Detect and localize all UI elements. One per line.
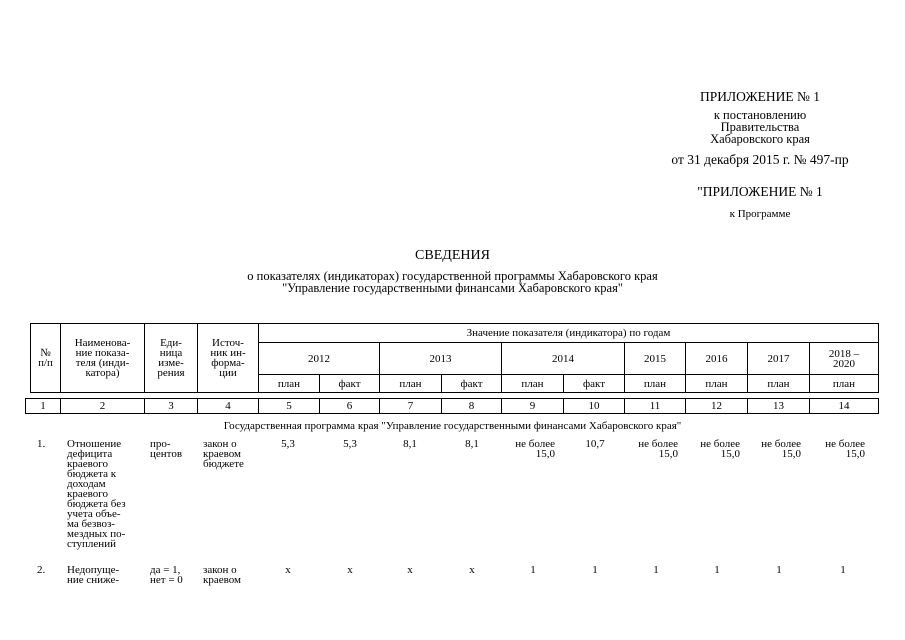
- year-2017: 2017: [748, 343, 810, 375]
- value-2012-fact: x: [347, 564, 353, 576]
- year-2014: 2014: [502, 343, 625, 375]
- col-number: 4: [198, 399, 259, 414]
- col-number: 13: [748, 399, 810, 414]
- government: Правительства: [720, 120, 800, 134]
- doc-title: СВЕДЕНИЯ: [415, 248, 490, 263]
- indicator-name: Недопуще- ние сниже-: [67, 564, 120, 586]
- row-number: 1.: [37, 438, 46, 450]
- value-2018-2020: не более 15,0: [825, 438, 865, 460]
- appendix-title-2: "ПРИЛОЖЕНИЕ № 1: [697, 184, 823, 199]
- column-numbers-row: [25, 398, 879, 414]
- value-2013-plan: x: [407, 564, 413, 576]
- plan-label: план: [502, 375, 564, 393]
- value-2017: 1: [776, 564, 782, 576]
- col-number: 5: [259, 399, 320, 414]
- region: Хабаровского края: [710, 132, 810, 146]
- col-number: 6: [320, 399, 380, 414]
- indicator-name: Отношение дефицита краевого бюджета к доходам краевого бюджета без учета объе- ма безвоз- мездных по- ступлений: [67, 438, 126, 550]
- value-2013-fact: 8,1: [465, 438, 479, 450]
- value-2014-plan: не более 15,0: [515, 438, 555, 460]
- value-2016: не более 15,0: [700, 438, 740, 460]
- value-2015: 1: [653, 564, 659, 576]
- value-2014-fact: 10,7: [585, 438, 605, 450]
- value-2012-plan: 5,3: [281, 438, 295, 450]
- col-number: 9: [502, 399, 564, 414]
- to-resolution: к постановлению: [713, 108, 807, 122]
- value-2014-plan: 1: [530, 564, 536, 576]
- plan-label: план: [810, 375, 879, 393]
- appendix-title: ПРИЛОЖЕНИЕ № 1: [699, 89, 821, 104]
- indicator-unit: про- центов: [150, 438, 183, 460]
- year-2013: 2013: [380, 343, 502, 375]
- indicator-unit: да = 1, нет = 0: [150, 564, 183, 586]
- doc-subtitle-2: "Управление государственными финансами Хабаровского края": [282, 281, 623, 295]
- plan-label: план: [259, 375, 320, 393]
- value-2017: не более 15,0: [761, 438, 801, 460]
- fact-label: факт: [320, 375, 380, 393]
- doc-subtitle-1: о показателях (индикаторах) государственной программы Хабаровского края: [247, 269, 658, 283]
- year-2012: 2012: [259, 343, 380, 375]
- plan-label: план: [380, 375, 442, 393]
- col-unit-header: Еди- ница изме- рения: [145, 324, 198, 393]
- indicator-source: закон о краевом бюджете: [203, 438, 244, 470]
- year-2016: 2016: [686, 343, 748, 375]
- value-2012-plan: x: [285, 564, 291, 576]
- plan-label: план: [748, 375, 810, 393]
- value-2013-plan: 8,1: [403, 438, 417, 450]
- fact-label: факт: [442, 375, 502, 393]
- col-number: 7: [380, 399, 442, 414]
- value-2012-fact: 5,3: [343, 438, 357, 450]
- values-header: Значение показателя (индикатора) по годам: [259, 324, 879, 343]
- col-number: 3: [145, 399, 198, 414]
- col-number: 11: [625, 399, 686, 414]
- value-2016: 1: [714, 564, 720, 576]
- plan-label: план: [686, 375, 748, 393]
- col-no-header: № п/п: [31, 324, 61, 393]
- row-number: 2.: [37, 564, 46, 576]
- col-number: 1: [26, 399, 61, 414]
- col-number: 2: [61, 399, 145, 414]
- col-number: 12: [686, 399, 748, 414]
- col-number: 10: [564, 399, 625, 414]
- to-program: к Программе: [729, 208, 791, 220]
- col-number: 8: [442, 399, 502, 414]
- section-title: Государственная программа края "Управление государственными финансами Хабаровского края": [223, 420, 682, 432]
- indicators-header-table: [30, 323, 879, 393]
- value-2018-2020: 1: [840, 564, 846, 576]
- plan-label: план: [625, 375, 686, 393]
- date-line: от 31 декабря 2015 г. № 497-пр: [671, 152, 849, 167]
- col-number: 14: [810, 399, 879, 414]
- year-2018-2020: 2018 – 2020: [810, 343, 879, 375]
- fact-label: факт: [564, 375, 625, 393]
- value-2015: не более 15,0: [638, 438, 678, 460]
- value-2013-fact: x: [469, 564, 475, 576]
- year-2015: 2015: [625, 343, 686, 375]
- value-2014-fact: 1: [592, 564, 598, 576]
- col-source-header: Источ- ник ин- форма- ции: [198, 324, 259, 393]
- col-name-header: Наименова- ние показа- теля (инди- катора): [61, 324, 145, 393]
- indicator-source: закон о краевом: [203, 564, 241, 586]
